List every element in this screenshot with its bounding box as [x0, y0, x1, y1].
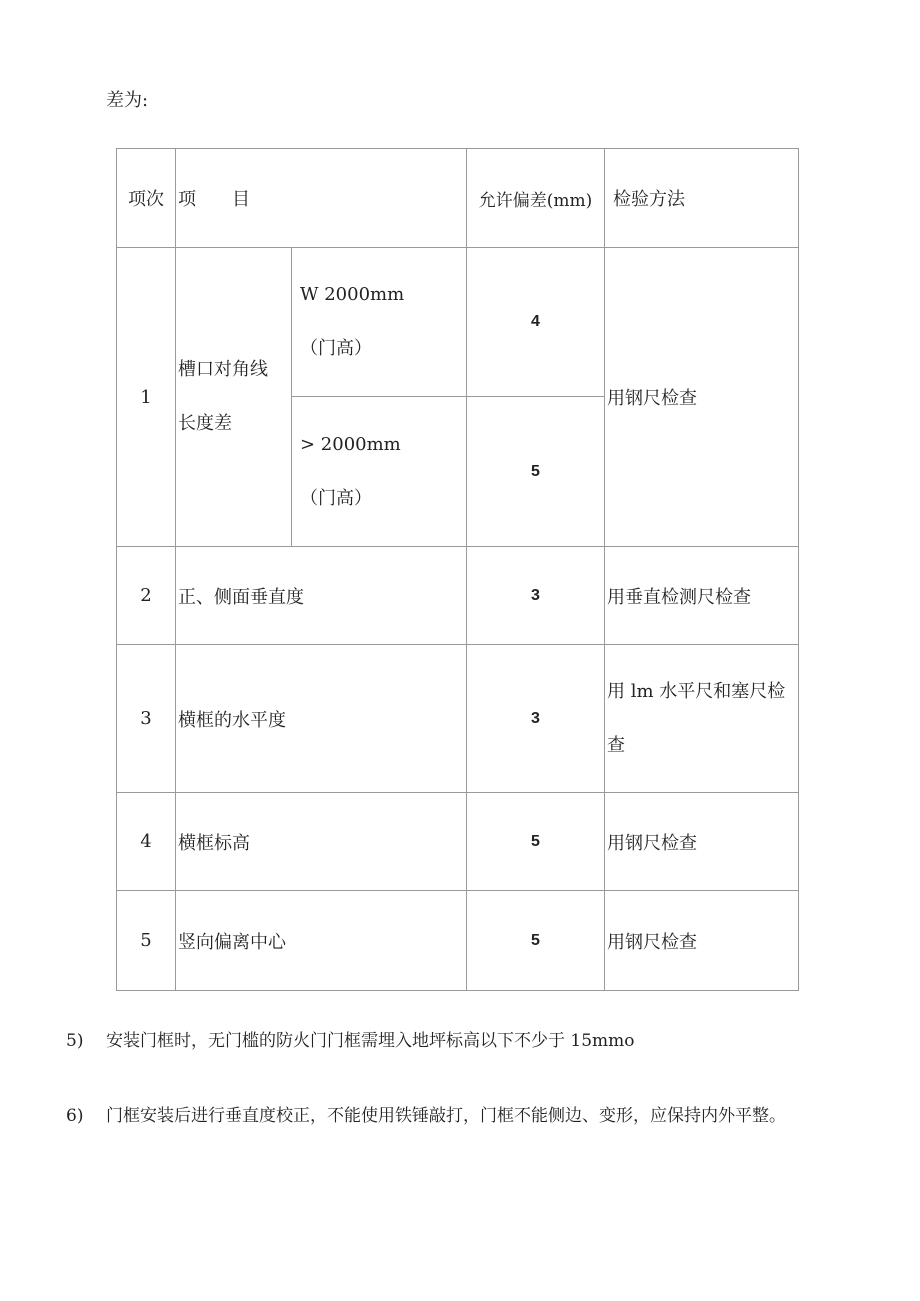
- sub-item-1-suffix: （门高）: [300, 338, 372, 359]
- row-no: 1: [117, 248, 176, 547]
- paragraph-text: 安装门框时，无门槛的防火门门框需埋入地坪标高以下不少于 15mmo: [106, 1031, 635, 1051]
- header-tolerance: 允许偏差(mm): [467, 149, 605, 248]
- row-method: 用钢尺检查: [605, 793, 799, 891]
- row-method: 用垂直检测尺检查: [605, 547, 799, 645]
- row-no: 4: [117, 793, 176, 891]
- table-row: [117, 645, 799, 793]
- row-tolerance: 3: [467, 547, 605, 645]
- row-item: 正、侧面垂直度: [176, 547, 467, 645]
- row-item: 竖向偏离中心: [176, 891, 467, 991]
- row-tolerance: 5: [467, 891, 605, 991]
- sub-item-1-tolerance: 4: [467, 248, 605, 397]
- table-header-row: [117, 149, 799, 248]
- sub-item-2-tolerance: 5: [467, 397, 605, 547]
- row-no: 2: [117, 547, 176, 645]
- paragraph-6: [66, 1089, 846, 1143]
- paragraph-number: 6): [66, 1106, 84, 1126]
- paragraph-text: 门框安装后进行垂直度校正，不能使用铁锤敲打，门框不能侧边、变形，应保持内外平整。: [106, 1106, 786, 1126]
- header-item: 项 目: [176, 149, 467, 248]
- paragraph-5: [66, 1014, 846, 1068]
- row-tolerance: 3: [467, 645, 605, 793]
- sub-item-1-label: W 2000mm: [300, 284, 405, 305]
- row-no: 5: [117, 891, 176, 991]
- sub-item-2-suffix: （门高）: [300, 487, 372, 509]
- row-item: 横框的水平度: [176, 645, 467, 793]
- row-method: 用钢尺检查: [605, 248, 799, 547]
- table-row: [117, 547, 799, 645]
- paragraph-number: 5): [66, 1031, 84, 1051]
- table-row: [117, 248, 799, 397]
- row-tolerance: 5: [467, 793, 605, 891]
- header-no: 项次: [117, 149, 176, 248]
- tolerance-table: [116, 148, 799, 991]
- table-row: [117, 793, 799, 891]
- row-item: 横框标高: [176, 793, 467, 891]
- intro-text: 差为:: [106, 90, 149, 111]
- sub-item-2-label: > 2000mm: [300, 433, 401, 455]
- sub-item-1: [292, 248, 467, 397]
- row-method: 用 lm 水平尺和塞尺检查: [605, 645, 799, 793]
- row-method: 用钢尺检查: [605, 891, 799, 991]
- row-item: 槽口对角线长度差: [176, 248, 292, 547]
- row-no: 3: [117, 645, 176, 793]
- header-method: 检验方法: [605, 149, 799, 248]
- sub-item-2: [292, 397, 467, 547]
- table-row: [117, 891, 799, 991]
